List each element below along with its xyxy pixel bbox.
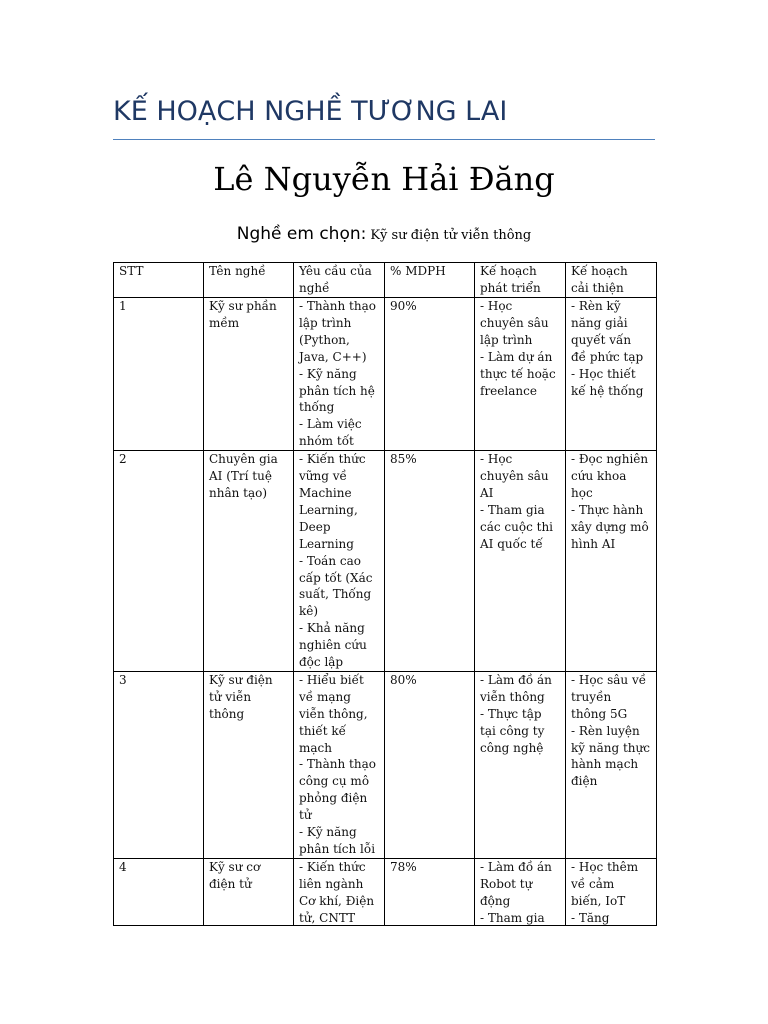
cell-requirements: - Hiểu biết về mạng viễn thông, thiết kế mạch - Thành thạo công cụ mô phỏng điện tử - Kỹ năng phân tích lỗi — [294, 671, 385, 858]
cell-improvement-plan: - Đọc nghiên cứu khoa học - Thực hành xây dựng mô hình AI — [566, 451, 657, 672]
column-header-match: % MDPH — [385, 263, 475, 298]
column-header-career: Tên nghề — [204, 263, 294, 298]
table-header-row — [114, 263, 657, 298]
cell-match: 90% — [385, 298, 475, 451]
cell-development-plan: - Làm đồ án Robot tự động - Tham gia — [475, 858, 566, 925]
document-heading: KẾ HOẠCH NGHỀ TƯƠNG LAI — [113, 96, 508, 127]
cell-improvement-plan: - Học sâu về truyền thông 5G - Rèn luyện kỹ năng thực hành mạch điện — [566, 671, 657, 858]
cell-improvement-plan: - Học thêm về cảm biến, IoT - Tăng — [566, 858, 657, 925]
student-name: Lê Nguyễn Hải Đăng — [213, 160, 555, 198]
heading-underline — [113, 139, 655, 140]
table-row — [114, 858, 657, 925]
column-header-improvement-plan: Kế hoạch cải thiện — [566, 263, 657, 298]
cell-development-plan: - Học chuyên sâu lập trình - Làm dự án thực tế hoặc freelance — [475, 298, 566, 451]
column-header-requirements: Yêu cầu của nghề — [294, 263, 385, 298]
cell-requirements: - Thành thạo lập trình (Python, Java, C++) - Kỹ năng phân tích hệ thống - Làm việc nhóm tốt — [294, 298, 385, 451]
cell-requirements: - Kiến thức vững về Machine Learning, Deep Learning - Toán cao cấp tốt (Xác suất, Thống kê) - Khả năng nghiên cứu độc lập — [294, 451, 385, 672]
cell-match: 78% — [385, 858, 475, 925]
cell-improvement-plan: - Rèn kỹ năng giải quyết vấn đề phức tạp - Học thiết kế hệ thống — [566, 298, 657, 451]
table-row — [114, 671, 657, 858]
chosen-career-value: Kỹ sư điện tử viễn thông — [370, 228, 532, 243]
cell-career: Kỹ sư điện tử viễn thông — [204, 671, 294, 858]
table-row — [114, 451, 657, 672]
cell-requirements: - Kiến thức liên ngành Cơ khí, Điện tử, CNTT — [294, 858, 385, 925]
cell-development-plan: - Học chuyên sâu AI - Tham gia các cuộc thi AI quốc tế — [475, 451, 566, 672]
cell-match: 85% — [385, 451, 475, 672]
table-row — [114, 298, 657, 451]
cell-stt: 3 — [114, 671, 204, 858]
cell-career: Kỹ sư cơ điện tử — [204, 858, 294, 925]
career-plan-table — [113, 262, 657, 926]
cell-stt: 2 — [114, 451, 204, 672]
cell-career: Kỹ sư phần mềm — [204, 298, 294, 451]
chosen-career-label: Nghề em chọn: — [236, 224, 367, 244]
cell-stt: 4 — [114, 858, 204, 925]
column-header-stt: STT — [114, 263, 204, 298]
chosen-career-line — [0, 224, 768, 244]
cell-career: Chuyên gia AI (Trí tuệ nhân tạo) — [204, 451, 294, 672]
cell-development-plan: - Làm đồ án viễn thông - Thực tập tại công ty công nghệ — [475, 671, 566, 858]
column-header-development-plan: Kế hoạch phát triển — [475, 263, 566, 298]
cell-stt: 1 — [114, 298, 204, 451]
cell-match: 80% — [385, 671, 475, 858]
